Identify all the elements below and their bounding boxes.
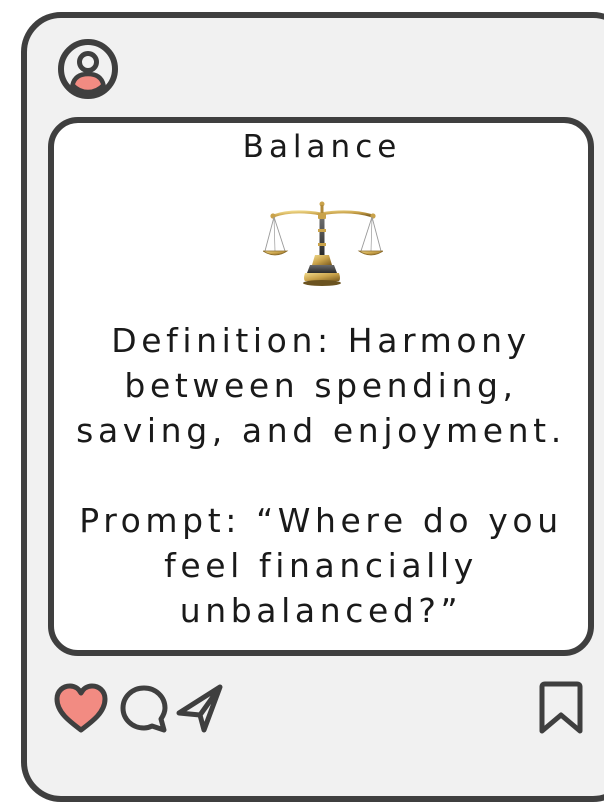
post-title: Balance bbox=[242, 129, 402, 165]
heart-icon bbox=[57, 686, 105, 730]
send-icon bbox=[179, 687, 220, 730]
post-body bbox=[50, 318, 592, 633]
prompt-line: Prompt: “Where do you bbox=[79, 501, 563, 540]
save-button[interactable] bbox=[538, 680, 584, 736]
definition-line: between spending, bbox=[124, 366, 518, 405]
bookmark-icon bbox=[542, 684, 580, 731]
comment-bubble-icon bbox=[123, 688, 165, 730]
prompt-line: feel financially bbox=[164, 546, 478, 585]
user-avatar-icon[interactable] bbox=[57, 38, 119, 100]
definition-line: saving, and enjoyment. bbox=[76, 411, 566, 450]
share-button[interactable] bbox=[174, 682, 226, 734]
comment-button[interactable] bbox=[119, 684, 169, 734]
definition-line: Definition: Harmony bbox=[111, 321, 531, 360]
balance-scale-icon bbox=[263, 199, 383, 291]
prompt-line: unbalanced?” bbox=[179, 591, 463, 630]
like-button[interactable] bbox=[53, 682, 109, 734]
